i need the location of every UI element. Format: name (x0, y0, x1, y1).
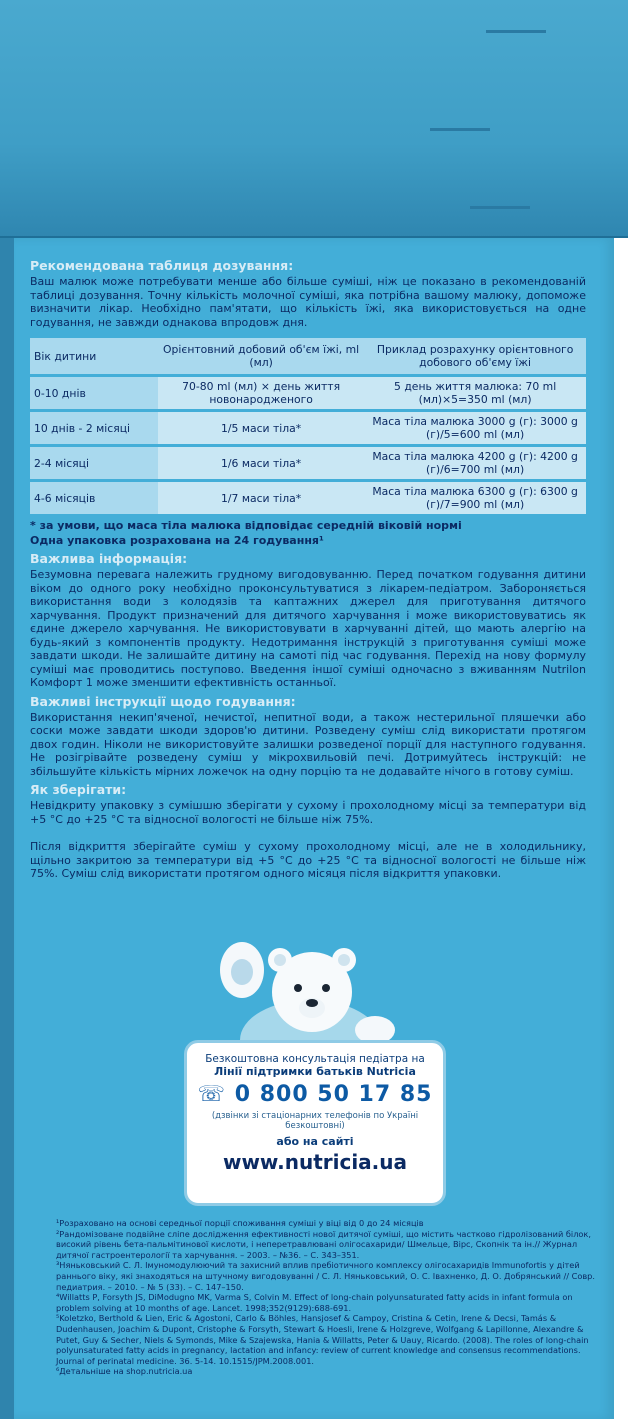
storage-text-opened: Після відкриття зберігайте суміш у сухому прохолодному місці, але не в холодильнику, щільно закритою за температури від +5 °С до +25 °С та відносної вологості не більше ніж 75%. Суміш слід використати протягом одного місяця після відкриття упаковки. (30, 840, 586, 880)
dosing-intro: Ваш малюк може потребувати менше або більше суміші, ніж це показано в рекомендованій таблиці дозування. Точну кількість молочної суміші, яка потрібна вашому малюку, допоможе визначити лікар. Необхідно пам'ятати, що кількість їжі, яка використовується на одне годування, не завжди однакова впродовж дня. (30, 275, 586, 329)
servings-note: Одна упаковка розрахована на 24 годування¹ (30, 534, 324, 547)
table-cell: 1/5 маси тіла* (158, 412, 364, 444)
table-cell: 70-80 ml (мл) × день життя новонародженого (158, 377, 364, 409)
table-row (30, 377, 586, 409)
background (614, 238, 628, 1419)
phone-number: 0 800 50 17 85 (234, 1082, 433, 1107)
support-note: (дзвінки зі стаціонарних телефонів по Україні безкоштовні) (211, 1111, 419, 1131)
table-row (30, 482, 586, 514)
footnote: ³Няньковський С. Л. Імуномодулюючий та захисний вплив пребіотичного комплексу олігосахаридів Immunofortis у дітей раннього віку, які знаходяться на штучному вигодовуванні / С. Л. Няньковський, О. С. Івахненко, Д. О. Добрянський // Совр. педиатрия. – 2010. – № 5 (33). – С. 147–150. (56, 1260, 595, 1292)
support-line2: Лінії підтримки батьків Nutricia (214, 1065, 416, 1078)
footnote: ⁵Koletzko, Berthold & Lien, Eric & Agostoni, Carlo & Böhles, Hansjosef & Campoy, Cristina & Cetin, Irene & Decsi, Tamás & Dudenhausen, Joachim & Dupont, Cristophe & Forsyth, Stewart & Hoesli, Irene & Holzgreve, Wolfgang & Lapillonne, Alexandre & Putet, Guy & Secher, Niels & Symonds, Mike & Szajewska, Hania & Willatts, Peter & Uauy, Ricardo. (2008). The roles of long-chain polyunsaturated fatty acids in pregnancy, lactation and infancy: review of current knowledge and consensus recommendations. Journal of perinatal medicine. 36. 5-14. 10.1515/JPM.2008.001. (56, 1313, 589, 1366)
flap-notch (430, 128, 490, 131)
footnote: ¹Розраховано на основі середньої порції споживання суміші у віці від 0 до 24 місяців (56, 1218, 424, 1228)
box-left-edge (0, 238, 14, 1419)
table-cell: Маса тіла малюка 6300 g (г): 6300 g (г)/7=900 ml (мл) (364, 482, 586, 514)
table-row (30, 412, 586, 444)
table-cell: 2-4 місяці (30, 447, 158, 479)
table-cell: 10 днів - 2 місяці (30, 412, 158, 444)
flap-notch (470, 206, 530, 209)
footnote: ⁴Willatts P, Forsyth JS, DiModugno MK, Varma S, Colvin M. Effect of long-chain polyunsaturated fatty acids in infant formula on problem solving at 10 months of age. Lancet. 1998;352(9129):688-691. (56, 1292, 573, 1313)
footnote: ⁶Детальніше на shop.nutricia.ua (56, 1366, 193, 1377)
feeding-title: Важливі інструкції щодо годування: (30, 693, 296, 709)
storage-text-unopened: Невідкриту упаковку з сумішшю зберігати у сухому і прохолодному місці за температури від +5 °С до +25 °С та відносної вологості не більше ніж 75%. (30, 799, 586, 826)
flap-notch (486, 30, 546, 33)
phone-icon: ☏ (197, 1082, 227, 1107)
storage-title: Як зберігати: (30, 782, 127, 797)
table-header: Орієнтовний добовий об'єм їжі, ml (мл) (158, 338, 364, 374)
table-cell: 1/6 маси тіла* (158, 447, 364, 479)
table-header: Вік дитини (30, 338, 158, 374)
footnotes (56, 1218, 596, 1377)
dosing-note: * за умови, що маса тіла малюка відповідає середній віковій нормі (30, 519, 462, 532)
table-cell: 5 день життя малюка: 70 ml (мл)×5=350 ml (мл) (364, 377, 586, 409)
website-url: www.nutricia.ua (222, 1150, 408, 1174)
table-cell: Маса тіла малюка 3000 g (г): 3000 g (г)/5=600 ml (мл) (364, 412, 586, 444)
box-top-flap (0, 0, 628, 238)
feeding-text: Використання некип'яченої, нечистої, непитної води, а також нестерильної пляшечки або соски може завдати шкоди здоров'ю дитини. Розведену суміш слід використати протягом двох годин. Ніколи не використовуйте залишки розведеної порції для наступного годування. Не розігрівайте розведену суміш у мікрохвильовій печі. Дотримуйтесь інструкцій: не збільшуйте кількість мірних ложечок на одну порцію та не додавайте нічого в готову суміш. (30, 710, 586, 778)
dosing-title: Рекомендована таблиця дозування: (30, 258, 294, 273)
table-cell: 4-6 місяців (30, 482, 158, 514)
table-row (30, 447, 586, 479)
support-line1: Безкоштовна консультація педіатра на (205, 1053, 425, 1065)
table-header: Приклад розрахунку орієнтовного добового об'єму їжі (364, 338, 586, 374)
support-card (184, 1040, 446, 1206)
footnote: ²Рандомізоване подвійне сліпе дослідження ефективності нової дитячої суміші, що містить частково гідролізований білок, високий рівень бета-пальмітинової кислоти, і неперетравлювані олігосахариди/ Шмельце, Вірс, Скопнік та ін.// Журнал дитячої гастроентерології та харчування. – 2003. – №36. – С. 343–351. (56, 1228, 591, 1260)
table-cell: 0-10 днів (30, 377, 158, 409)
dosing-table (30, 335, 586, 517)
important-title: Важлива інформація: (30, 551, 188, 566)
important-text: Безумовна перевага належить грудному вигодовуванню. Перед початком годування дитини віком до одного року необхідно проконсультуватися з лікарем-педіатром. Забороняється використання води з колодязів та каптажних джерел для приготування дитячого харчування. Продукт призначений для дитячого харчування і може використовуватись як єдине джерело харчування. Не використовувати в харчуванні дітей, що мають алергію на будь-який з компонентів продукту. Недотримання інструкцій з приготування суміші може завдати шкоди. Не залишайте дитину на самоті під час годування. Перехід на нову формулу суміші має проводитись поступово. Введення іншої суміші одночасно з вживанням Nutrilon Комфорт 1 може зменшити ефективність останньої. (30, 568, 586, 689)
text-panel (30, 258, 586, 881)
table-cell: Маса тіла малюка 4200 g (г): 4200 g (г)/6=700 ml (мл) (364, 447, 586, 479)
phone-row (187, 1082, 443, 1107)
table-cell: 1/7 маси тіла* (158, 482, 364, 514)
support-or: або на сайті (276, 1135, 354, 1148)
